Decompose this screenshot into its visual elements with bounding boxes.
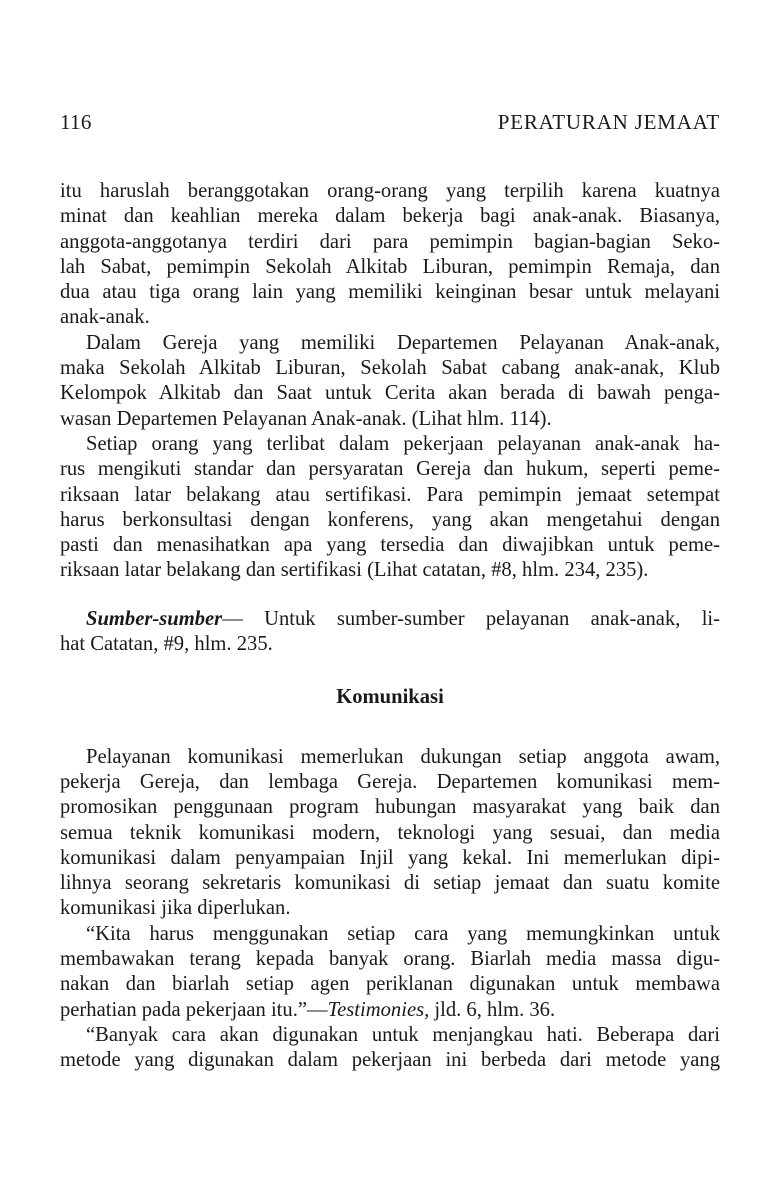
paragraph-background-checks (60, 432, 720, 584)
paragraph-resources (60, 607, 720, 658)
text-line: riksaan latar belakang atau sertifikasi. Para pemimpin jemaat setempat (60, 483, 720, 506)
paragraph-communication-intro (60, 745, 720, 922)
text-line: Setiap orang yang terlibat dalam pekerjaan pelayanan anak-anak ha- (86, 432, 720, 455)
text-line (60, 998, 720, 1023)
text-line: itu haruslah beranggotakan orang-orang yang terpilih karena kuatnya (60, 180, 720, 202)
text-line: promosikan penggunaan program hubungan masyarakat yang baik dan (60, 796, 720, 819)
text-line: Dalam Gereja yang memiliki Departemen Pelayanan Anak-anak, (86, 331, 720, 354)
text-line: pekerja Gereja, dan lembaga Gereja. Departemen komunikasi mem- (60, 770, 720, 793)
text-line: riksaan latar belakang dan sertifikasi (Lihat catatan, #8, hlm. 234, 235). (60, 559, 649, 582)
text-line: “Kita harus menggunakan setiap cara yang memungkinkan untuk (86, 922, 720, 945)
section-heading: Komunikasi (336, 686, 444, 709)
paragraph-testimonies-quote (60, 922, 720, 1023)
quote-reference: jld. 6, hlm. 36. (429, 998, 556, 1021)
text-line: dua atau tiga orang lain yang memiliki keinginan besar untuk melayani (60, 281, 720, 304)
text-line: hat Catatan, #9, hlm. 235. (60, 633, 273, 656)
running-header (60, 110, 720, 135)
text-line: komunikasi jika diperlukan. (60, 897, 291, 920)
text-line: Kelompok Alkitab dan Saat untuk Cerita akan berada di bawah penga- (60, 382, 720, 405)
text-line: pasti dan menasihatkan apa yang tersedia dan diwajibkan untuk peme- (60, 534, 720, 557)
quote-end: perhatian pada pekerjaan itu.”— (60, 998, 328, 1021)
text-line: semua teknik komunikasi modern, teknologi yang sesuai, dan media (60, 821, 720, 844)
text-line: nakan dan biarlah setiap agen periklanan digunakan untuk membawa (60, 973, 720, 996)
text-line: “Banyak cara akan digunakan untuk menjangkau hati. Beberapa dari (86, 1023, 720, 1046)
text-line: komunikasi dalam penyampaian Injil yang kekal. Ini memerlukan dipi- (60, 846, 720, 869)
running-title: PERATURAN JEMAAT (497, 110, 720, 134)
text-line: anggota-anggotanya terdiri dari para pemimpin bagian-bagian Seko- (60, 230, 720, 253)
paragraph-many-ways-quote (60, 1023, 720, 1074)
text-line: anak-anak. (60, 306, 150, 329)
paragraph-children-committee (60, 179, 720, 331)
text-line: rus mengikuti standar dan persyaratan Gereja dan hukum, seperti peme- (60, 458, 720, 481)
text-line: metode yang digunakan dalam pekerjaan ini berbeda dari metode yang (60, 1049, 720, 1072)
quote-source: Testimonies, (327, 998, 430, 1021)
text-line: Pelayanan komunikasi memerlukan dukungan setiap anggota awam, (86, 745, 720, 768)
text-line: minat dan keahlian mereka dalam bekerja bagi anak-anak. Biasanya, (60, 205, 720, 228)
paragraph-gap (60, 584, 720, 607)
page-number: 116 (60, 110, 92, 134)
text-line: lah Sabat, pemimpin Sekolah Alkitab Liburan, pemimpin Remaja, dan (60, 255, 720, 278)
text-line: harus berkonsultasi dengan konferens, yang akan mengetahui dengan (60, 508, 720, 531)
text-line: lihnya seorang sekretaris komunikasi di setiap jemaat dan suatu komite (60, 872, 720, 895)
text-line (60, 607, 720, 632)
text-line: wasan Departemen Pelayanan Anak-anak. (Lihat hlm. 114). (60, 407, 552, 430)
text-line: membawakan terang kepada banyak orang. Biarlah media massa digu- (60, 948, 720, 971)
text-line: maka Sekolah Alkitab Liburan, Sekolah Sabat cabang anak-anak, Klub (60, 357, 720, 380)
document-page (60, 110, 720, 1074)
resources-line-rest: — Untuk sumber-sumber pelayanan anak-anak, li- (222, 607, 720, 630)
resources-lead: Sumber-sumber (86, 607, 223, 630)
paragraph-children-ministries-department (60, 331, 720, 432)
